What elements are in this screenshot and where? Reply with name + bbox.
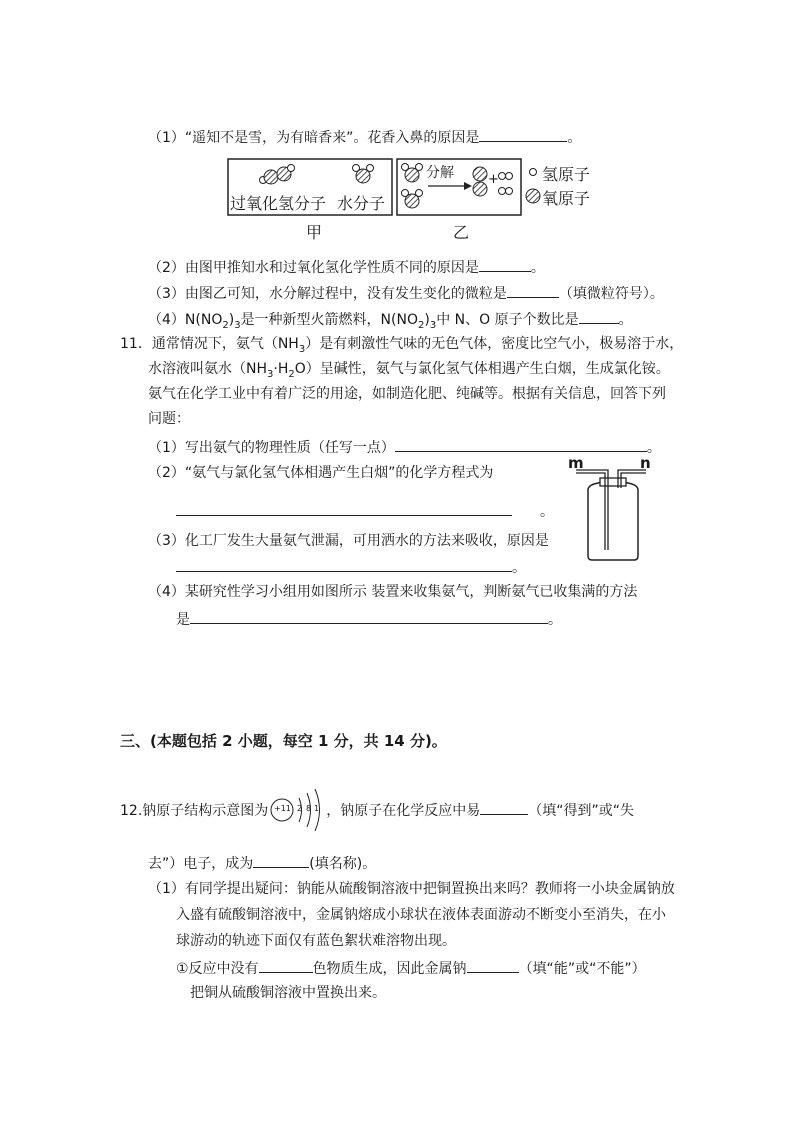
shell2-electrons: 8 — [306, 804, 312, 813]
section-heading: 三、(本题包括 2 小题，每空 1 分，共 14 分)。 — [120, 732, 447, 750]
answer-blank[interactable] — [253, 852, 309, 868]
q12-line1: 12.钠原子结构示意图为 ，钠原子在化学反应中易 （填“得到”或“失 — [120, 799, 634, 821]
tube-label-n: n — [640, 454, 651, 472]
q11-part2-answer: 。 — [176, 500, 554, 522]
hydrogen-atom-icon — [530, 169, 537, 176]
label-hydrogen-peroxide: 过氧化氢分子 — [230, 194, 327, 213]
figure-legend — [524, 160, 604, 210]
legend-oxygen: 氧原子 — [542, 189, 591, 208]
answer-blank[interactable] — [467, 957, 519, 973]
answer-blank[interactable] — [190, 608, 548, 624]
q11-intro-line2: 水溶液叫氨水$(NH_3\cdot H_2O)$呈碱性，氨气与氯化氢气体相遇产生白烟，生成氯化铵。 — [148, 361, 670, 380]
answer-blank[interactable] — [395, 436, 647, 452]
q11-part1: （1）写出氨气的物理性质（任写一点） 。 — [148, 436, 661, 458]
q11-intro-line4: 问题： — [148, 411, 190, 427]
tube-label-m: m — [568, 454, 584, 472]
figure-yi — [396, 158, 522, 216]
figure-yi-box — [396, 158, 522, 216]
label-decompose: 分解 — [426, 165, 454, 181]
sodium-atom-diagram — [266, 788, 328, 832]
nucleus-charge: +11 — [274, 804, 291, 813]
q11-part4: （4）某研究性学习小组用如图所示 装置来收集氨气，判断氨气已收集满的方法 — [148, 584, 638, 600]
q12-part1-line2: 入盛有硫酸铜溶液中，金属钠熔成小球状在液体表面游动不断变小至消失，在小 — [176, 907, 666, 923]
q10-part1: （1）“遥知不是雪，为有暗香来”。花香入鼻的原因是 。 — [148, 126, 581, 148]
gas-bottle-icon — [568, 460, 652, 562]
shell3-electrons: 1 — [314, 804, 320, 813]
q10-part4: $(4)N(NO_2)_3$是一种新型火箭燃料，$N(NO_2)_3$中 N、O 原子个数比是 。 — [148, 308, 633, 336]
q12-part1-line1: （1）有同学提出疑问：钠能从硫酸铜溶液中把铜置换出来吗？教师将一小块金属钠放 — [148, 881, 675, 897]
q11-part3: （3）化工厂发生大量氨气泄漏，可用洒水的方法来吸收，原因是 — [148, 533, 549, 549]
answer-blank[interactable] — [176, 556, 512, 572]
q12-part1-line3: 球游动的轨迹下面仅有蓝色絮状难溶物出现。 — [176, 933, 456, 949]
q11-part2: （2）“氨气与氯化氢气体相遇产生白烟”的化学方程式为 — [148, 465, 494, 481]
caption-jia: 甲 — [306, 223, 323, 242]
label-water-molecule: 水分子 — [337, 194, 386, 213]
q11-part3-answer: 。 — [176, 556, 526, 578]
answer-blank[interactable] — [479, 256, 531, 272]
answer-blank[interactable] — [176, 500, 512, 516]
q10-part3: （3）由图乙可知，水分解过程中，没有发生变化的微粒是 （填微粒符号）。 — [148, 282, 664, 304]
q10-part2: （2）由图甲推知水和过氧化氢化学性质不同的原因是 。 — [148, 256, 545, 278]
q12-sub1: ①反应中没有 色物质生成，因此金属钠 （填“能”或“不能”） — [176, 957, 646, 979]
gas-bottle-figure — [568, 454, 652, 562]
q11-part4-answer: 是 。 — [176, 608, 562, 630]
oxygen-atom-icon — [526, 189, 540, 203]
q11-intro-line3: 氨气在化学工业中有着广泛的用途，如制造化肥、纯碱等。根据有关信息，回答下列 — [148, 386, 666, 402]
legend-icons — [524, 160, 544, 210]
q12-sub1-line2: 把铜从硫酸铜溶液中置换出来。 — [190, 985, 386, 1001]
q11-intro-line1: 11．通常情况下，氨气$(NH_3)$是有刺激性气味的无色气体，密度比空气小，极易溶于水， — [120, 336, 684, 355]
plus-sign: + — [488, 172, 499, 187]
answer-blank[interactable] — [259, 957, 313, 973]
answer-blank[interactable] — [479, 126, 567, 142]
figure-jia — [227, 158, 393, 216]
caption-yi: 乙 — [453, 223, 470, 242]
answer-blank[interactable] — [480, 799, 528, 815]
answer-blank[interactable] — [507, 282, 559, 298]
q12-line2: 去”）电子，成为 (填名称)。 — [148, 852, 376, 874]
legend-hydrogen: 氢原子 — [542, 165, 591, 184]
shell1-electrons: 2 — [297, 804, 303, 813]
answer-blank[interactable] — [579, 308, 619, 324]
